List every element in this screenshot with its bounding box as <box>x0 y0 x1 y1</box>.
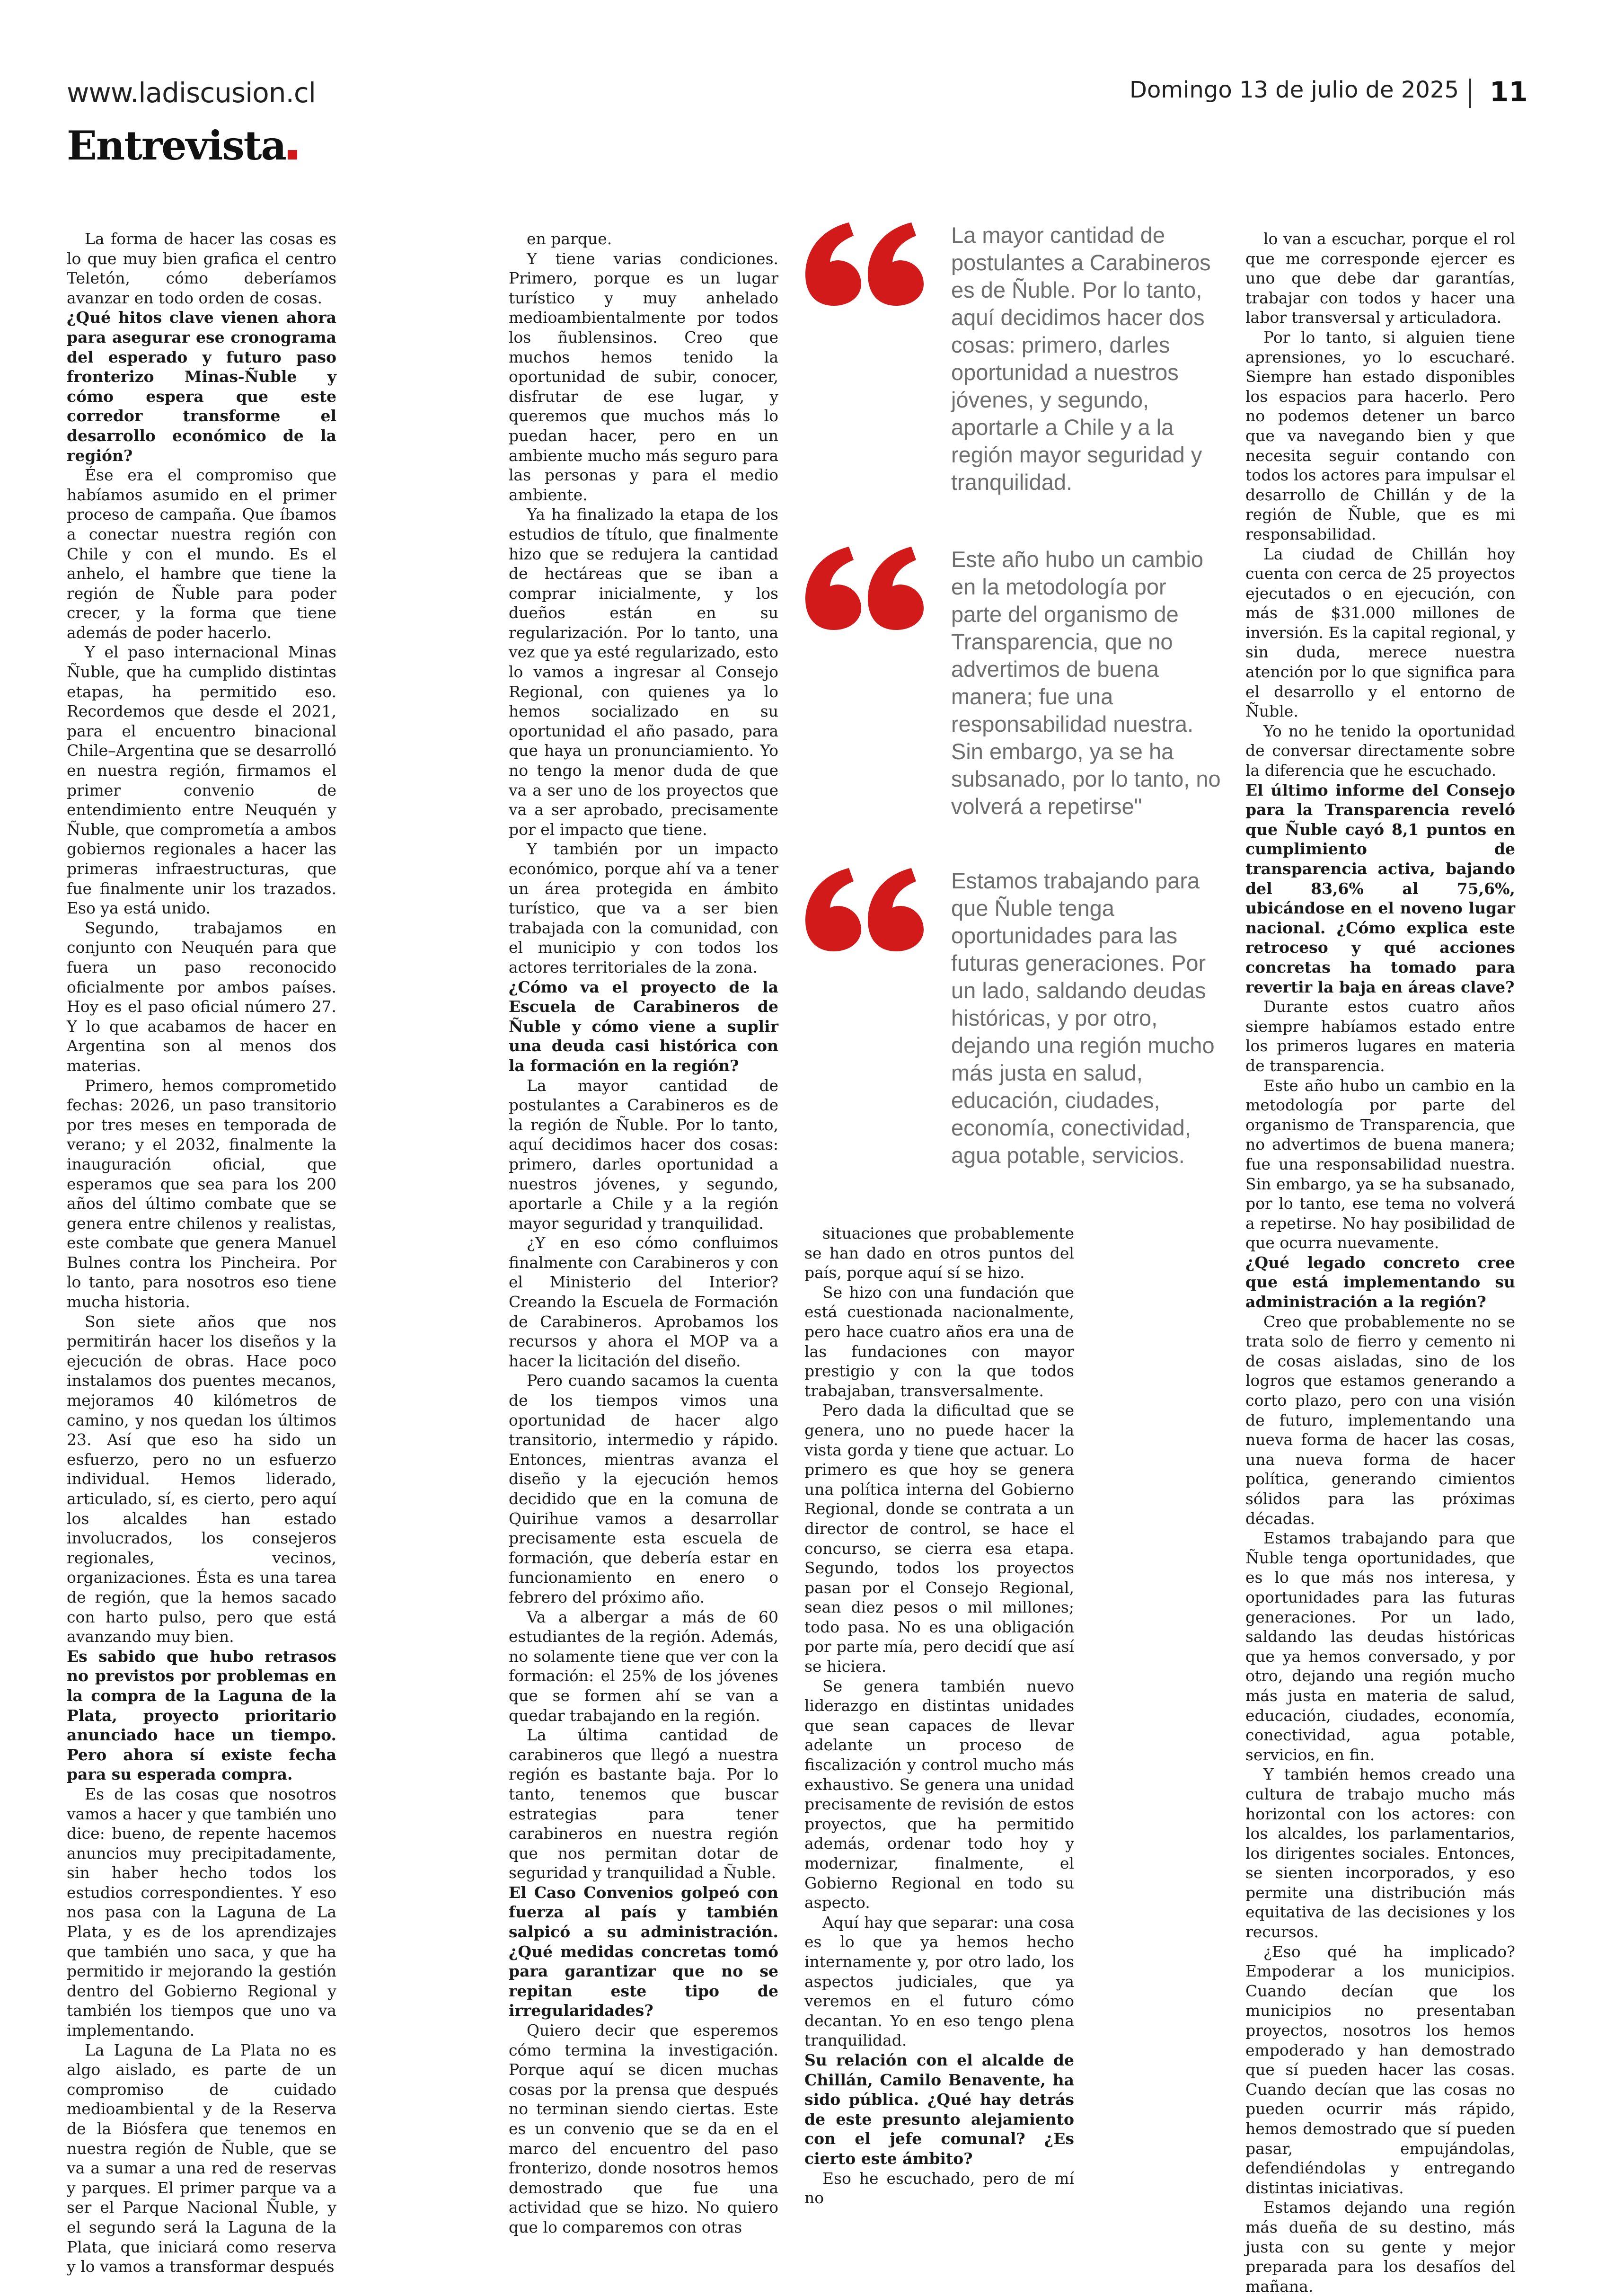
quote-mark-icon <box>804 222 927 307</box>
interview-question: ¿Qué legado concreto cree que está implementando su administración a la región? <box>1245 1253 1515 1312</box>
article-paragraph: Son siete años que nos permitirán hacer los diseños y la ejecución de obras. Hace poco instalamos dos puentes mecanos, mejoramos 40 kilómetros de camino, y nos quedan los últimos 23. Así que eso ha sido un esfuerzo, pero no un esfuerzo individual. Hemos liderado, articulado, sí, es cierto, pero aquí los alcaldes han estado involucrados, los consejeros regionales, vecinos, organizaciones. Ésta es una tarea de región, que la hemos sacado con harto pulso, pero que está avanzando muy bien. <box>67 1312 336 1646</box>
article-paragraph: Primero, hemos comprometido fechas: 2026, un paso transitorio por tres meses en temporada de verano; y el 2032, finalmente la inauguración oficial, que esperamos que sea para los 200 años del último combate que se genera entre chilenos y realistas, este combate que genera Manuel Bulnes contra los Pincheira. Por lo tanto, para nosotros eso tiene mucha historia. <box>67 1076 336 1312</box>
article-paragraph: Creo que probablemente no se trata solo de fierro y cemento ni de cosas aisladas, sino de los logros que estamos generando a corto plazo, pero con una visión de futuro, implementando una nueva forma de hacer las cosas, una nueva forma de hacer política, generando cimientos sólidos para las próximas décadas. <box>1245 1312 1515 1528</box>
interview-question: El último informe del Consejo para la Transparencia reveló que Ñuble cayó 8,1 puntos en cumplimiento de transparencia activa, bajando del 83,6% al 75,6%, ubicándose en el noveno lugar nacional. ¿Cómo explica este retroceso y qué acciones concretas ha tomado para revertir la baja en áreas clave? <box>1245 780 1515 996</box>
article-paragraph: Y tiene varias condiciones. Primero, porque es un lugar turístico y muy anhelado medioambientalmente por todos los ñublensinos. Creo que muchos hemos tenido la oportunidad de subir, conocer, disfrutar de ese lugar, y queremos que muchos más lo puedan hacer, pero en un ambiente mucho más seguro para las personas y para el medio ambiente. <box>509 249 778 504</box>
pullquote-1 <box>804 222 1216 524</box>
article-paragraph: en parque. <box>527 230 612 248</box>
pullquote-text: Este año hubo un cambio en la metodología por parte del organismo de Transparencia, que no advertimos de buena manera; fue una responsabilidad nuestra. Sin embargo, ya se ha subsanado, por lo tanto, no volverá a repetirse" <box>951 547 1221 819</box>
article-paragraph: Este año hubo un cambio en la metodología por parte del organismo de Transparencia, que no advertimos de buena manera; fue una responsabilidad nuestra. Sin embargo, ya se ha subsanado, por lo tanto, ese tema no volverá a repetirse. No hay posibilidad de que ocurra nuevamente. <box>1245 1076 1515 1252</box>
interview-question: ¿Qué hitos clave vienen ahora para asegurar ese cronograma del esperado y futuro paso fronterizo Minas-Ñuble y cómo espera que este corredor transforme el desarrollo económico de la región? <box>67 308 336 465</box>
text-column-4 <box>1245 229 1515 2296</box>
article-paragraph: Pero cuando sacamos la cuenta de los tiempos vimos una oportunidad de hacer algo transitorio, intermedio y rápido. Entonces, mientras avanza el diseño y la ejecución hemos decidido que en la comuna de Quirihue vamos a desarrollar precisamente esta escuela de formación, que debería estar en funcionamiento en enero o febrero del próximo año. <box>509 1371 778 1606</box>
article-paragraph: situaciones que probablemente se han dado en otros puntos del país, porque aquí sí se hizo. <box>804 1224 1074 1282</box>
site-url[interactable]: www.ladiscusion.cl <box>67 77 316 109</box>
article-paragraph: Ése era el compromiso que habíamos asumido en el primer proceso de campaña. Que íbamos a conectar nuestra región con Chile y con el mundo. Es el anhelo, el hambre que tiene la región de Ñuble para poder crecer, y la forma que tiene además de poder hacerlo. <box>67 466 336 642</box>
article-paragraph: Y el paso internacional Minas Ñuble, que ha cumplido distintas etapas, ha permitido eso. Recordemos que desde el 2021, para el encuentro binacional Chile–Argentina que se desarrolló en nuestra región, firmamos el primer convenio de entendimiento entre Neuquén y Ñuble, que comprometía a ambos gobiernos regionales a hacer las primeras infraestructuras, que fue finalmente unir los trazados. Eso ya está unido. <box>67 643 336 918</box>
article-paragraph: Ya ha finalizado la etapa de los estudios de título, que finalmente hizo que se redujera la cantidad de hectáreas que se iban a comprar inicialmente, y los dueños están en su regularización. Por lo tanto, una vez que ya esté regularizado, esto lo vamos a ingresar al Consejo Regional, con quienes ya lo hemos socializado en su oportunidad el año pasado, para que haya un pronunciamiento. Yo no tengo la menor duda de que va a ser uno de los proyectos que va a ser aprobado, precisamente por el impacto que tiene. <box>509 505 778 839</box>
interview-question: El Caso Convenios golpeó con fuerza al país y también salpicó a su administración. ¿Qué medidas concretas tomó para garantizar que no se repitan este tipo de irregularidades? <box>509 1883 778 2020</box>
article-paragraph: Se hizo con una fundación que está cuestionada nacionalmente, pero hace cuatro años era una de las fundaciones con mayor prestigio y con la que todos trabajaban, transversalmente. <box>804 1283 1074 1400</box>
article-paragraph: ¿Eso qué ha implicado? Empoderar a los municipios. Cuando decían que los municipios no presentaban proyectos, nosotros los hemos empoderado y han demostrado que sí pueden hacer las cosas. Cuando decían que las cosas no pueden ocurrir más rápido, hemos demostrado que sí pueden pasar, empujándolas, defendiéndolas y entregando distintas iniciativas. <box>1245 1942 1515 2197</box>
article-paragraph: Va a albergar a más de 60 estudiantes de la región. Además, no solamente tiene que ver con la formación: el 25% de los jóvenes que se formen ahí se van a quedar trabajando en la región. <box>509 1607 778 1725</box>
article-paragraph: Segundo, trabajamos en conjunto con Neuquén para que fuera un paso reconocido oficialmente por ambos países. Hoy es el paso oficial número 27. Y lo que acabamos de hacer en Argentina son al menos dos materias. <box>67 918 336 1075</box>
article-paragraph: Estamos trabajando para que Ñuble tenga oportunidades, que es lo que más nos interesa, y oportunidades para las futuras generaciones. Por un lado, saldando las deudas históricas que ya hemos conversado, y por otro, dejando una región mucho más justa en materia de salud, educación, ciudades, economía, conectividad, agua potable, servicios, en fin. <box>1245 1529 1515 1764</box>
issue-date: Domingo 13 de julio de 2025 <box>1130 77 1459 103</box>
interview-question: Su relación con el alcalde de Chillán, Camilo Benavente, ha sido pública. ¿Qué hay detrás de este presunto alejamiento con el jefe comunal? ¿Es cierto este ámbito? <box>804 2050 1074 2168</box>
pullquote-2 <box>804 546 1221 839</box>
pullquote-3 <box>804 867 1216 1198</box>
article-paragraph: Por lo tanto, si alguien tiene aprensiones, yo lo escucharé. Siempre han estado disponibles los espacios para hacerlo. Pero no podemos detener un barco que va navegando bien y que necesita seguir contando con todos los actores para impulsar el desarrollo de Chillán y de la región de Ñuble, que es mi responsabilidad. <box>1245 328 1515 543</box>
article-paragraph: lo van a escuchar, porque el rol que me corresponde ejercer es uno que debe dar garantías, trabajar con todos y hacer una labor transversal y articuladora. <box>1245 230 1515 327</box>
article-paragraph: Y también hemos creado una cultura de trabajo mucho más horizontal con los actores: con los alcaldes, los parlamentarios, los dirigentes sociales. Entonces, se sienten incorporados, y eso permite una distribución más equitativa de las decisiones y los recursos. <box>1245 1765 1515 1941</box>
section-title <box>67 122 297 169</box>
header-separator <box>1469 79 1471 108</box>
article-paragraph: La mayor cantidad de postulantes a Carabineros es de la región de Ñuble. Por lo tanto, aquí decidimos hacer dos cosas: primero, darles oportunidad a nuestros jóvenes, y segundo, aportarle a Chile y a la región mayor seguridad y tranquilidad. <box>509 1076 778 1232</box>
article-paragraph: Eso he escuchado, pero de mí no <box>804 2169 1074 2207</box>
article-paragraph: Pero dada la dificultad que se genera, uno no puede hacer la vista gorda y tiene que actuar. Lo primero es que hoy se genera una política interna del Gobierno Regional, donde se contrata a un director de control, se hace el concurso, se cierra esa etapa. Segundo, todos los proyectos pasan por el Consejo Regional, sean diez pesos o mil millones; todo pasa. No es una obligación por parte mía, pero decidí que así se hiciera. <box>804 1401 1074 1676</box>
article-paragraph: La forma de hacer las cosas es lo que muy bien grafica el centro Teletón, cómo deberíamos avanzar en todo orden de cosas. <box>67 230 336 307</box>
interview-question: ¿Cómo va el proyecto de la Escuela de Carabineros de Ñuble y cómo viene a suplir una deuda casi histórica con la formación en la región? <box>509 977 778 1075</box>
pullquote-text: Estamos trabajando para que Ñuble tenga oportunidades para las futuras generaciones. Por un lado, saldando deudas históricas, y por otro, dejando una región mucho más justa en salud, educación, ciudades, economía, conectividad, agua potable, servicios. <box>951 868 1215 1168</box>
article-paragraph: Se genera también nuevo liderazgo en distintas unidades que sean capaces de llevar adelante un proceso de fiscalización y control mucho más exhaustivo. Se genera una unidad precisamente de revisión de estos proyectos, que ha permitido además, ordenar todo hoy y modernizar, finalmente, el Gobierno Regional en todo su aspecto. <box>804 1676 1074 1912</box>
text-column-3 <box>804 1223 1074 2207</box>
text-column-2 <box>509 229 778 2236</box>
text-column-1 <box>67 229 336 2276</box>
article-paragraph: La última cantidad de carabineros que llegó a nuestra región es bastante baja. Por lo tanto, tenemos que buscar estrategias para tener carabineros en nuestra región que nos permitan dotar de seguridad y tranquilidad a Ñuble. <box>509 1726 778 1882</box>
interview-question: Es sabido que hubo retrasos no previstos por problemas en la compra de la Laguna de la Plata, proyecto prioritario anunciado hace un tiempo. Pero ahora sí existe fecha para su esperada compra. <box>67 1647 336 1784</box>
pullquote-text: La mayor cantidad de postulantes a Carabineros es de Ñuble. Por lo tanto, aquí decidimos hacer dos cosas: primero, darles oportunidad a nuestros jóvenes, y segundo, aportarle a Chile y a la región mayor seguridad y tranquilidad. <box>951 222 1211 495</box>
article-paragraph: Yo no he tenido la oportunidad de conversar directamente sobre la diferencia que he escuchado. <box>1245 721 1515 780</box>
article-paragraph: Estamos dejando una región más dueña de su destino, más justa con su gente y mejor preparada para los desafíos del mañana. <box>1245 2198 1515 2296</box>
article-paragraph: Es de las cosas que nosotros vamos a hacer y que también uno dice: bueno, de repente hacemos anuncios muy precipitadamente, sin haber hecho todos los estudios correspondientes. Y eso nos pasa con la Laguna de La Plata, y es de los aprendizajes que también uno saca, y que ha permitido ir mejorando la gestión dentro del Gobierno Regional y también los tiempos que uno va implementando. <box>67 1784 336 2040</box>
article-paragraph: Quiero decir que esperemos cómo termina la investigación. Porque aquí se dicen muchas cosas por la prensa que después no terminan siendo ciertas. Este es un convenio que se da en el marco del encuentro del paso fronterizo, donde nosotros hemos demostrado que fue una actividad que se hizo. No quiero que lo comparemos con otras <box>509 2021 778 2236</box>
article-paragraph: Aquí hay que separar: una cosa es lo que ya hemos hecho internamente y, por otro lado, los aspectos judiciales, que ya veremos en el futuro cómo decantan. Yo en eso tengo plena tranquilidad. <box>804 1913 1074 2050</box>
article-paragraph: La Laguna de La Plata no es algo aislado, es parte de un compromiso de cuidado medioambiental y de la Reserva de la Biósfera que tenemos en nuestra región de Ñuble, que se va a sumar a una red de reservas y parques. El primer parque va a ser el Parque Nacional Ñuble, y el segundo será la Laguna de la Plata, que iniciará como reserva y lo vamos a transformar después <box>67 2040 336 2276</box>
article-paragraph: ¿Y en eso cómo confluimos finalmente con Carabineros y con el Ministerio del Interior? Creando la Escuela de Formación de Carabineros. Aprobamos los recursos y ahora el MOP va a hacer la licitación del diseño. <box>509 1233 778 1370</box>
section-label: Entrevista <box>67 122 286 169</box>
quote-mark-icon <box>804 546 927 631</box>
page-number: 11 <box>1490 76 1528 108</box>
article-paragraph: Y también por un impacto económico, porque ahí va a tener un área protegida en ámbito turístico, que va a ser bien trabajada con la comunidad, con el municipio y con todos los actores territoriales de la zona. <box>509 840 778 976</box>
article-paragraph: La ciudad de Chillán hoy cuenta con cerca de 25 proyectos ejecutados o en ejecución, con más de $31.000 millones de inversión. Es la capital regional, y sin duda, merece nuestra atención por lo que significa para el desarrollo y el entorno de Ñuble. <box>1245 544 1515 721</box>
quote-mark-icon <box>804 867 927 952</box>
section-accent-square <box>288 150 297 160</box>
article-paragraph: Durante estos cuatro años siempre habíamos estado entre los primeros lugares en materia de transparencia. <box>1245 997 1515 1075</box>
